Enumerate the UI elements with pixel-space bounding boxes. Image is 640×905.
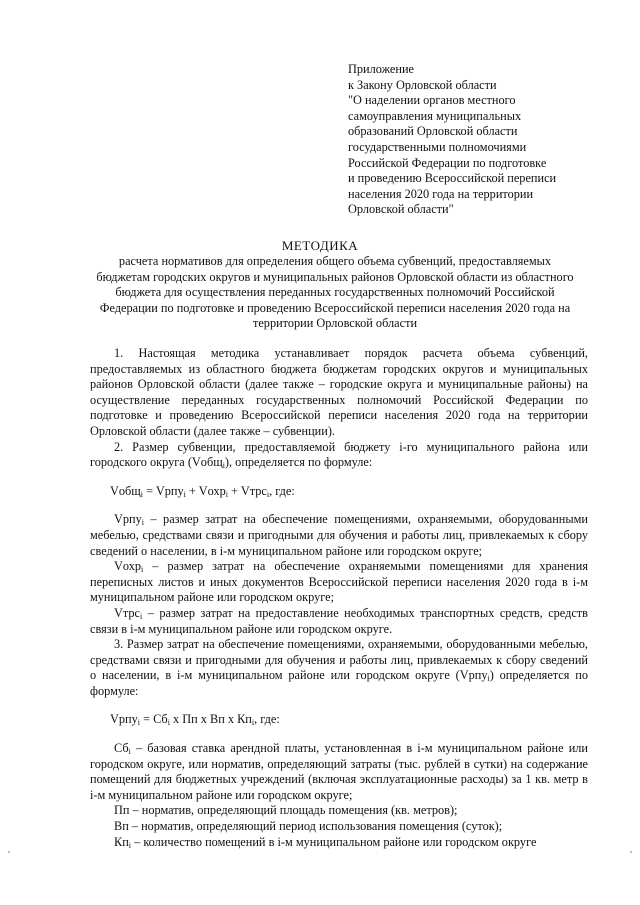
formula-term: х Пп х Вп х Кп: [169, 712, 252, 727]
appendix-header: [348, 62, 608, 218]
definition-vohr: [90, 559, 588, 606]
subscript: i: [222, 461, 225, 471]
subscript: i: [141, 518, 144, 528]
subscript: i: [251, 718, 255, 728]
paragraph-3: [90, 637, 588, 699]
definition-text: – размер затрат на обеспечение помещениями, охраняемыми, оборудованными мебелью, средствами связи и пригодными для обучения и работы лиц, привлекаемых к сбору сведений о населении, в i-м муниципальном районе или городском округе;: [90, 512, 588, 558]
formula-term: , где:: [269, 483, 295, 498]
subscript: i: [141, 565, 144, 575]
paragraph-3-text-end: ) определяется по формуле:: [90, 668, 588, 698]
subscript: i: [128, 747, 131, 757]
definition-text: – базовая ставка арендной платы, установленная в i-м муниципальном районе или городском округе, или норматив, определяющий затраты (тыс. рублей в сутки) на содержание помещений для бюджетных учреждений (включая эксплуатационные расходы) за 1 кв. метр в i-м муниципальном районе или городском округе;: [90, 741, 588, 802]
document-body: [90, 346, 588, 850]
definition-text: – количество помещений в i-м муниципальном районе или городском округе: [131, 834, 537, 849]
formula-term: Vобщ: [110, 483, 141, 498]
appendix-line: самоуправления муниципальных: [348, 108, 522, 123]
definition-text: – размер затрат на предоставление необходимых транспортных средств, средств связи в i-м муниципальном районе или городском округе.: [90, 605, 588, 636]
appendix-line: "О наделении органов местного: [348, 93, 516, 108]
appendix-line: Российской Федерации по подготовке: [348, 155, 547, 170]
subscript: i: [225, 489, 228, 499]
appendix-line: Орловской области": [348, 202, 454, 217]
definition-pp: Пп – норматив, определяющий площадь помещения (кв. метров);: [114, 803, 458, 818]
paragraph-2: [90, 440, 588, 471]
formula-term: = Сб: [140, 712, 168, 727]
scan-dot: [8, 851, 10, 853]
formula-term: + Vтрс: [227, 483, 267, 498]
definition-vtrs: [90, 606, 588, 637]
subscript: i: [128, 840, 132, 850]
appendix-line: населения 2020 года на территории: [348, 186, 534, 201]
formula-term: + Vохр: [185, 483, 226, 498]
appendix-line: Приложение: [348, 62, 414, 76]
formula-term: Vрпу: [110, 712, 138, 727]
definition-kp: [90, 835, 588, 851]
subscript: i: [167, 718, 170, 728]
paragraph-2-text: 2. Размер субвенции, предоставляемой бюджету i-го муниципального района или городского округа (Vобщ: [90, 439, 588, 470]
paragraph-1: 1. Настоящая методика устанавливает порядок расчета объема субвенций, предоставляемых из областного бюджета бюджетам городских округов и муниципальных районов Орловской области (далее также – городские округа и муниципальные районы) на осуществление переданных государственных полномочий Российской Федерации по подготовке и проведению Всероссийской переписи населения 2020 года на территории Орловской области (далее также – субвенции).: [90, 346, 588, 438]
paragraph-2-text-end: ), определяется по формуле:: [224, 455, 373, 470]
appendix-line: к Закону Орловской области: [348, 77, 497, 92]
symbol: Сб: [114, 741, 129, 756]
document-subtitle: расчета нормативов для определения общего объема субвенций, предоставляемых бюджетам городских округов и муниципальных районов Орловской области из областного бюджета для осуществления переданных государственных полномочий Российской Федерации по подготовке и проведению Всероссийской переписи населения 2020 года на территории Орловской области: [96, 254, 574, 331]
formula-term: , где:: [254, 712, 280, 727]
formula-total-subvention: [110, 484, 588, 500]
definition-vp: Вп – норматив, определяющий период использования помещения (суток);: [114, 819, 503, 834]
subscript: i: [183, 489, 186, 499]
scan-dot: [630, 851, 632, 853]
document-title: МЕТОДИКА: [281, 238, 359, 253]
subscript: i: [140, 611, 143, 621]
appendix-line: государственными полномочиями: [348, 139, 527, 154]
subscript: i: [266, 489, 270, 499]
symbol: Кп: [114, 834, 129, 849]
symbol: Vрпу: [114, 512, 142, 527]
formula-premises-cost: [110, 712, 588, 728]
subscript: i: [487, 674, 490, 684]
appendix-line: и проведению Всероссийской переписи: [348, 171, 557, 186]
symbol: Vтрс: [114, 605, 141, 620]
definition-sb: [90, 741, 588, 803]
formula-term: = Vрпу: [143, 483, 184, 498]
subscript: i: [137, 718, 140, 728]
paragraph-3-text: 3. Размер затрат на обеспечение помещениями, охраняемыми, оборудованными мебелью, средствами связи и пригодными для обучения и работы лиц, привлекаемых к сбору сведений о населении, в i-м муниципальном районе или городском округе (Vрпу: [90, 637, 588, 683]
definition-vrpu: [90, 512, 588, 559]
subscript: i: [140, 489, 143, 499]
symbol: Vохр: [114, 559, 142, 574]
appendix-line: образований Орловской области: [348, 124, 518, 139]
definition-text: – размер затрат на обеспечение охраняемыми помещениями для хранения переписных листов и иных документов Всероссийской переписи населения 2020 года в i-м муниципальном районе или городском округе;: [90, 559, 588, 605]
